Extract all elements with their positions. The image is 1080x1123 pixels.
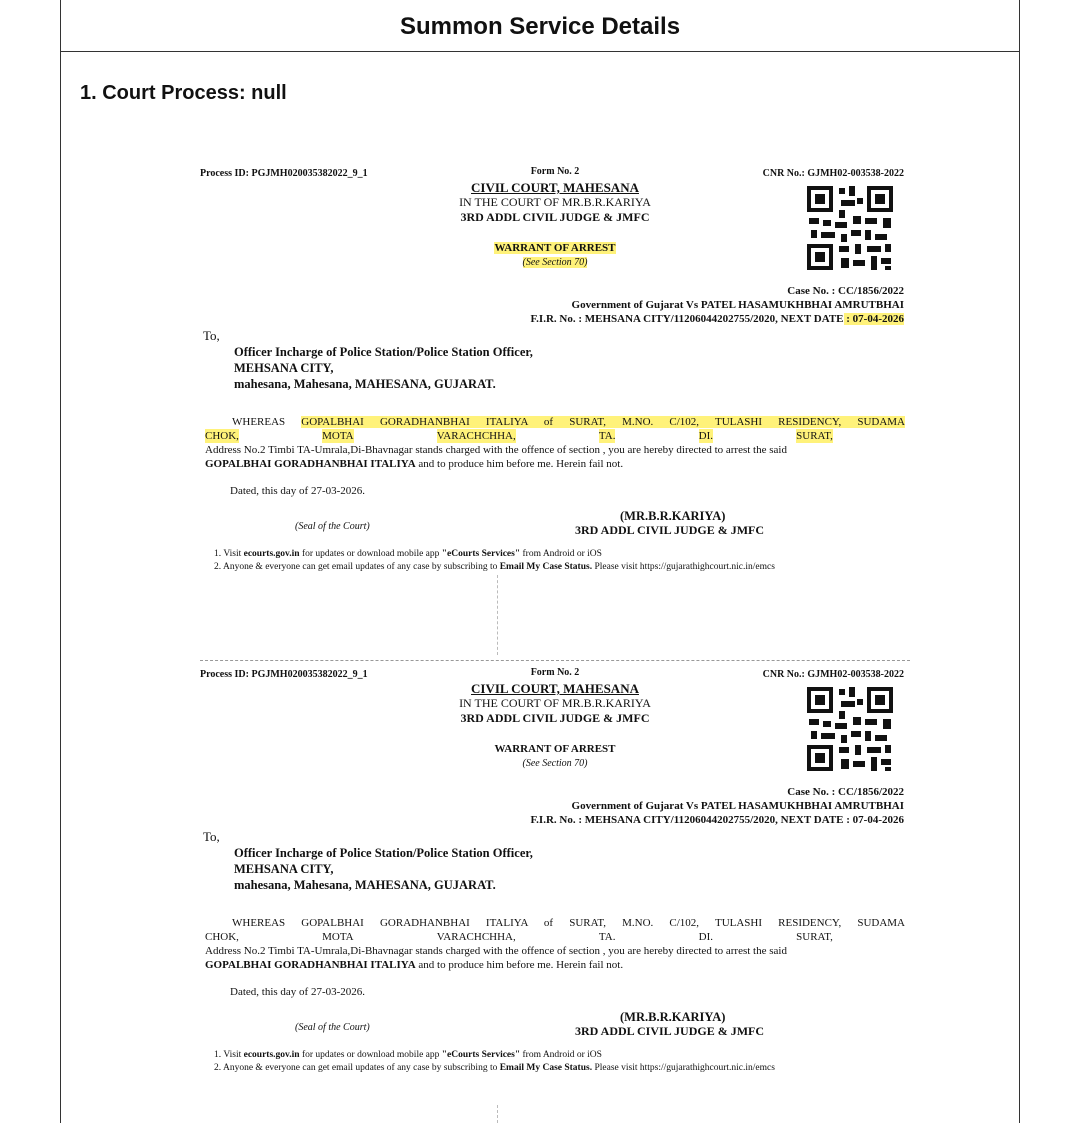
addressee-city: MEHSANA CITY,: [234, 361, 334, 375]
next-date: : 07-04-2026: [843, 313, 904, 325]
page-separator: [200, 660, 910, 661]
qr-code-icon: [805, 685, 895, 773]
address-part: TA.: [598, 430, 616, 442]
footnote-app: "eCourts Services": [441, 549, 521, 559]
warrant-body-line3: Address No.2 Timbi TA-Umrala,Di-Bhavnagar stands charged with the offence of section , you are hereby directed to arrest the said: [205, 945, 787, 957]
warrant-document-scan: [200, 663, 910, 1103]
warrant-body-line4: [205, 457, 905, 471]
footnote-1: [214, 548, 775, 561]
address-part: VARACHCHHA,: [436, 931, 516, 943]
qr-code-icon: [805, 184, 895, 272]
footnote-1: [214, 1049, 775, 1062]
address-part: VARACHCHHA,: [436, 430, 516, 442]
addressee-address: mahesana, Mahesana, MAHESANA, GUJARAT.: [234, 878, 496, 892]
section-title: 1. Court Process: null: [80, 82, 287, 104]
judge-designation: 3RD ADDL CIVIL JUDGE & JMFC: [460, 210, 650, 224]
judge-title: 3RD ADDL CIVIL JUDGE & JMFC: [575, 523, 765, 537]
court-seal: (Seal of the Court): [295, 1022, 370, 1033]
warrant-instruction: and to produce him before me. Herein fail not.: [415, 959, 624, 971]
court-name: CIVIL COURT, MAHESANA: [471, 681, 639, 696]
footnote-text: 1. Visit: [214, 1050, 244, 1060]
warrant-body-line1: [205, 916, 905, 930]
address-part: TA.: [598, 931, 616, 943]
footnote-text: for updates or download mobile app: [299, 1050, 442, 1060]
whereas-word: WHEREAS: [232, 917, 286, 929]
address-part: MOTA: [322, 931, 354, 943]
page-title: Summon Service Details: [399, 13, 681, 40]
footnote-text: from Android or iOS: [520, 1050, 602, 1060]
date-issued: Dated, this day of 27-03-2026.: [230, 485, 366, 497]
warrant-title: WARRANT OF ARREST: [494, 743, 616, 755]
footnote-2: [214, 561, 775, 574]
warrant-body-line4: [205, 958, 905, 972]
footnote-text: from Android or iOS: [520, 549, 602, 559]
footnote-text: 2. Anyone & everyone can get email updates of any case by subscribing to: [214, 1063, 500, 1073]
addressee-to: To,: [203, 328, 220, 343]
presiding-court: IN THE COURT OF MR.B.R.KARIYA: [459, 195, 651, 209]
addressee-to: To,: [203, 829, 220, 844]
judge-name: (MR.B.R.KARIYA): [620, 509, 726, 523]
process-id: Process ID: PGJMH020035382022_9_1: [200, 168, 368, 179]
date-issued: Dated, this day of 27-03-2026.: [230, 986, 366, 998]
footnote-bold: Email My Case Status.: [499, 1063, 593, 1073]
case-number: Case No. : CC/1856/2022: [787, 285, 904, 297]
accused-name: GOPALBHAI GORADHANBHAI ITALIYA: [205, 959, 416, 971]
warrant-body: [205, 415, 905, 471]
footnotes: [214, 548, 775, 574]
warrant-subtitle: (See Section 70): [522, 758, 588, 769]
footnote-text: for updates or download mobile app: [299, 549, 442, 559]
footnote-text: Please visit https://gujarathighcourt.nic.in/emcs: [592, 562, 775, 572]
footnote-2: [214, 1062, 775, 1075]
form-number: Form No. 2: [530, 166, 580, 177]
warrant-subtitle: [200, 257, 910, 268]
footnote-app: "eCourts Services": [441, 1050, 521, 1060]
warrant-title: [200, 242, 910, 254]
footnote-link: ecourts.gov.in: [243, 1050, 300, 1060]
fir-text: F.I.R. No. : MEHSANA CITY/11206044202755/2020, NEXT DATE: [530, 814, 844, 826]
addressee-officer: Officer Incharge of Police Station/Police Station Officer,: [234, 846, 533, 860]
judge-title: 3RD ADDL CIVIL JUDGE & JMFC: [575, 1024, 765, 1038]
whereas-word: WHEREAS: [232, 416, 286, 428]
fir-text: F.I.R. No. : MEHSANA CITY/11206044202755/2020, NEXT DATE: [530, 313, 844, 325]
warrant-document-scan-highlighted: [200, 162, 910, 602]
form-number: Form No. 2: [530, 667, 580, 678]
judge-name: (MR.B.R.KARIYA): [620, 1010, 726, 1024]
cnr-number: CNR No.: GJMH02-003538-2022: [762, 168, 904, 179]
accused-details: GOPALBHAI GORADHANBHAI ITALIYA of SURAT, M.NO. C/102, TULASHI RESIDENCY, SUDAMA: [301, 416, 905, 428]
presiding-court: IN THE COURT OF MR.B.R.KARIYA: [459, 696, 651, 710]
warrant-body-line2: [205, 429, 905, 443]
warrant-instruction: and to produce him before me. Herein fail not.: [415, 458, 624, 470]
process-id: Process ID: PGJMH020035382022_9_1: [200, 669, 368, 680]
addressee-officer: Officer Incharge of Police Station/Police Station Officer,: [234, 345, 533, 359]
judge-designation: 3RD ADDL CIVIL JUDGE & JMFC: [460, 711, 650, 725]
address-part: MOTA: [322, 430, 354, 442]
warrant-body-line1: [205, 415, 905, 429]
address-part: CHOK,: [205, 931, 239, 943]
warrant-body: [205, 916, 905, 972]
address-part: DI.: [698, 931, 713, 943]
footnotes: [214, 1049, 775, 1075]
warrant-body-line3: Address No.2 Timbi TA-Umrala,Di-Bhavnagar stands charged with the offence of section , you are hereby directed to arrest the said: [205, 444, 787, 456]
address-part: SURAT,: [796, 931, 833, 943]
case-parties: Government of Gujarat Vs PATEL HASAMUKHBHAI AMRUTBHAI: [571, 800, 904, 812]
next-date: : 07-04-2026: [843, 814, 904, 826]
address-part: CHOK,: [205, 430, 239, 442]
court-name: CIVIL COURT, MAHESANA: [471, 180, 639, 195]
cnr-number: CNR No.: GJMH02-003538-2022: [762, 669, 904, 680]
warrant-body-line2: [205, 930, 905, 944]
warrant-subtitle-text: (See Section 70): [522, 257, 588, 268]
scan-fold-mark: [497, 1105, 498, 1123]
accused-details: GOPALBHAI GORADHANBHAI ITALIYA of SURAT, M.NO. C/102, TULASHI RESIDENCY, SUDAMA: [301, 917, 905, 929]
case-parties: Government of Gujarat Vs PATEL HASAMUKHBHAI AMRUTBHAI: [571, 299, 904, 311]
court-seal: (Seal of the Court): [295, 521, 370, 532]
scan-fold-mark: [497, 575, 498, 655]
addressee-address: mahesana, Mahesana, MAHESANA, GUJARAT.: [234, 377, 496, 391]
fir-number: [530, 313, 904, 325]
address-part: DI.: [698, 430, 713, 442]
warrant-title-text: WARRANT OF ARREST: [494, 242, 616, 254]
footnote-link: ecourts.gov.in: [243, 549, 300, 559]
address-part: SURAT,: [796, 430, 833, 442]
case-number: Case No. : CC/1856/2022: [787, 786, 904, 798]
footnote-text: Please visit https://gujarathighcourt.nic.in/emcs: [592, 1063, 775, 1073]
footnote-bold: Email My Case Status.: [499, 562, 593, 572]
footnote-text: 1. Visit: [214, 549, 244, 559]
addressee-city: MEHSANA CITY,: [234, 862, 334, 876]
fir-number: [530, 814, 904, 826]
accused-name: GOPALBHAI GORADHANBHAI ITALIYA: [205, 458, 416, 470]
footnote-text: 2. Anyone & everyone can get email updates of any case by subscribing to: [214, 562, 500, 572]
